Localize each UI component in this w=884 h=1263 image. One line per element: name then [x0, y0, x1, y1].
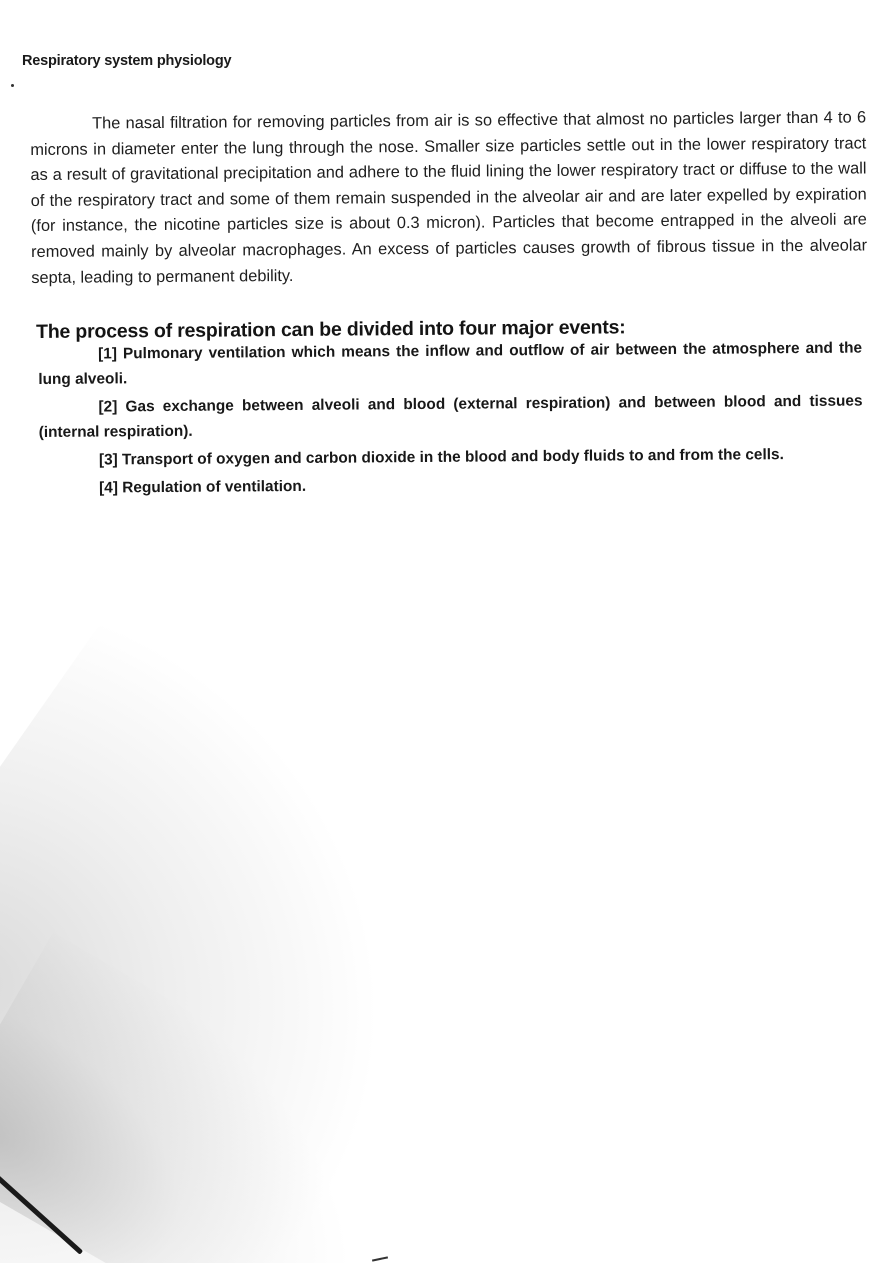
scan-shadow-corner — [0, 932, 417, 1263]
events-list — [38, 336, 863, 504]
scan-shadow — [0, 609, 537, 1263]
page-edge-mark-small — [372, 1256, 388, 1261]
body-paragraph: The nasal filtration for removing particles from air is so effective that almost no particles larger than 4 to 6 microns in diameter enter the lung through the nose. Smaller size particles settle out in the lower respiratory tract as a result of gravitational precipitation and adhere to the fluid lining the lower respiratory tract or diffuse to the wall of the respiratory tract and some of them remain suspended in the alveolar air and are later expelled by expiration (for instance, the nicotine particles size is about 0.3 micron). Particles that become entrapped in the alveoli are removed mainly by alveolar macrophages. An excess of particles causes growth of fibrous tissue in the alveolar septa, leading to permanent debility. — [30, 108, 868, 287]
event-item-3: [3] Transport of oxygen and carbon dioxide in the blood and body fluids to and from the cells. — [98, 446, 784, 469]
event-item-4: [4] Regulation of ventilation. — [99, 477, 307, 497]
page-header-title: Respiratory system physiology — [22, 53, 232, 69]
event-item-2: [2] Gas exchange between alveoli and blood (external respiration) and between blood and tissues (internal respiration). — [38, 392, 863, 441]
scan-mark — [11, 84, 14, 87]
page-edge-mark — [0, 1151, 83, 1255]
event-item-1: [1] Pulmonary ventilation which means the inflow and outflow of air between the atmosphere and the lung alveoli. — [38, 339, 863, 388]
section-heading: The process of respiration can be divided into four major events: — [36, 316, 626, 343]
